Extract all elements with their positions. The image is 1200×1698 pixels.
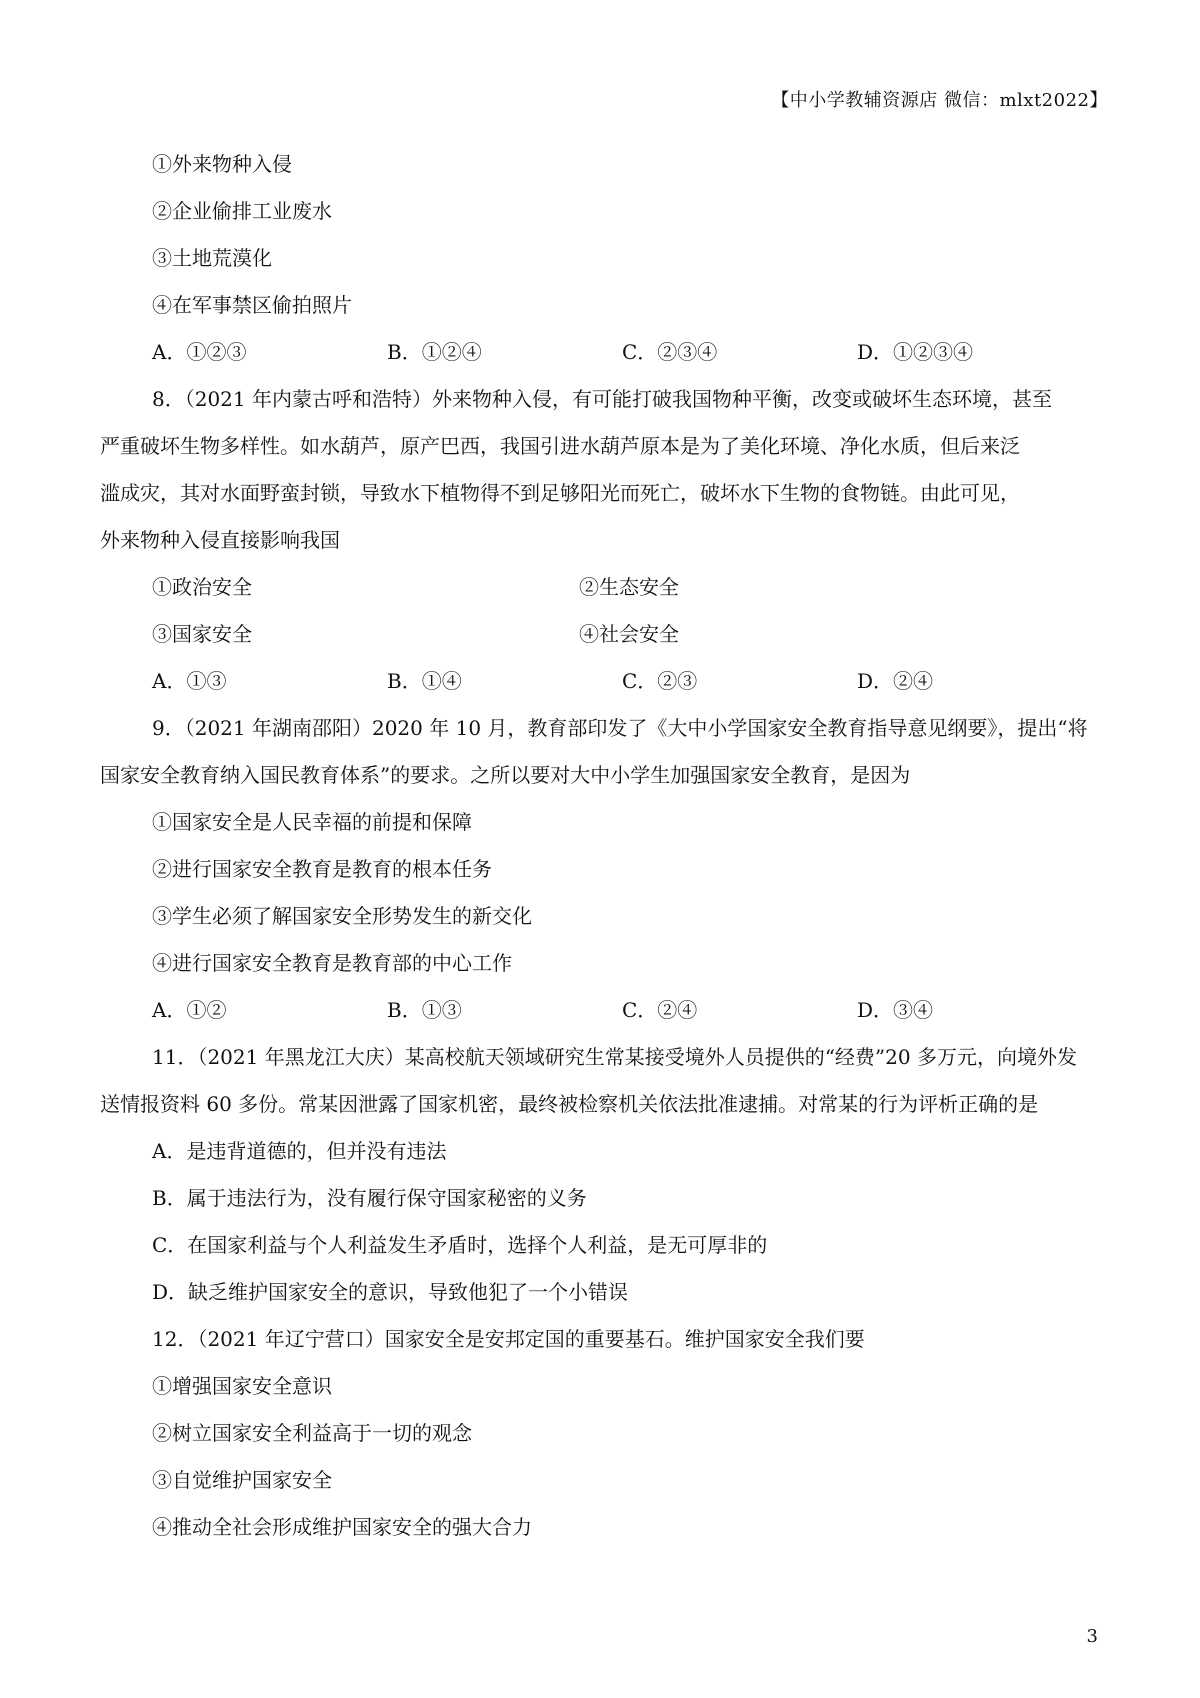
q8-option-d[interactable]: D．②④: [857, 669, 934, 693]
q11-stem: [100, 1043, 1100, 1118]
q9-option-b[interactable]: B．①③: [387, 998, 462, 1022]
q8-stem: [100, 385, 1100, 554]
q9-option-d[interactable]: D．③④: [857, 998, 934, 1022]
q12-item-3: ③自觉维护国家安全: [152, 1468, 332, 1492]
q8-stem-line-4: 外来物种入侵直接影响我国: [100, 528, 340, 552]
q7-option-b[interactable]: B．①②④: [387, 340, 482, 364]
q8-option-c[interactable]: C．②③: [622, 669, 698, 693]
q7-item-3: ③土地荒漠化: [152, 246, 272, 270]
q11-stem-line-2: 送情报资料 60 多份。常某因泄露了国家机密，最终被检察机关依法批准逮捕。对常某的行为评析正确的是: [100, 1092, 1039, 1116]
q12-item-4: ④推动全社会形成维护国家安全的强大合力: [152, 1515, 532, 1539]
q9-stem: [100, 714, 1100, 789]
q12-item-2: ②树立国家安全利益高于一切的观念: [152, 1421, 472, 1445]
q9-item-2: ②进行国家安全教育是教育的根本任务: [152, 857, 492, 881]
q8-stem-line-2: 严重破坏生物多样性。如水葫芦，原产巴西，我国引进水葫芦原本是为了美化环境、净化水质，但后来泛: [100, 434, 1020, 458]
q7-item-1: ①外来物种入侵: [152, 152, 292, 176]
q12-stem-line-1: 12．（2021 年辽宁营口）国家安全是安邦定国的重要基石。维护国家安全我们要: [152, 1327, 865, 1351]
q7-option-a[interactable]: A．①②③: [152, 340, 247, 364]
q8-option-b[interactable]: B．①④: [387, 669, 462, 693]
q9-item-4: ④进行国家安全教育是教育部的中心工作: [152, 951, 512, 975]
q8-item-1: ①政治安全: [152, 575, 252, 599]
q11-option-c[interactable]: C．在国家利益与个人利益发生矛盾时，选择个人利益，是无可厚非的: [152, 1233, 768, 1257]
q8-item-2: ②生态安全: [579, 575, 679, 599]
q9-options: [152, 996, 1100, 1024]
q11-option-a[interactable]: A．是违背道德的，但并没有违法: [152, 1139, 447, 1163]
page-content: [100, 150, 1100, 1560]
q8-items-row-2: [152, 620, 1100, 648]
q8-stem-line-1: 8．（2021 年内蒙古呼和浩特）外来物种入侵，有可能打破我国物种平衡，改变或破坏生态环境，甚至: [152, 387, 1052, 411]
q12-stem: [152, 1325, 1100, 1353]
page-number: 3: [1086, 1626, 1098, 1647]
q9-option-a[interactable]: A．①②: [152, 998, 227, 1022]
q8-options: [152, 667, 1100, 695]
q9-option-c[interactable]: C．②④: [622, 998, 698, 1022]
q7-item-2: ②企业偷排工业废水: [152, 199, 332, 223]
q7-option-c[interactable]: C．②③④: [622, 340, 718, 364]
q7-item-4: ④在军事禁区偷拍照片: [152, 293, 352, 317]
q8-option-a[interactable]: A．①③: [152, 669, 227, 693]
q11-stem-line-1: 11．（2021 年黑龙江大庆）某高校航天领域研究生常某接受境外人员提供的“经费”20 多万元，向境外发: [152, 1045, 1077, 1069]
q12-item-1: ①增强国家安全意识: [152, 1374, 332, 1398]
q11-option-b[interactable]: B．属于违法行为，没有履行保守国家秘密的义务: [152, 1186, 587, 1210]
q11-option-d[interactable]: D．缺乏维护国家安全的意识，导致他犯了一个小错误: [152, 1280, 629, 1304]
q8-items-row-1: [152, 573, 1100, 601]
q7-option-d[interactable]: D．①②③④: [857, 340, 974, 364]
q9-item-3: ③学生必须了解国家安全形势发生的新交化: [152, 904, 532, 928]
q7-options: [152, 338, 1100, 366]
q8-item-4: ④社会安全: [579, 622, 679, 646]
q8-stem-line-3: 滥成灾，其对水面野蛮封锁，导致水下植物得不到足够阳光而死亡，破坏水下生物的食物链。由此可见，: [100, 481, 1020, 505]
header-watermark: 【中小学教辅资源店 微信：mlxt2022】: [771, 90, 1108, 111]
q8-item-3: ③国家安全: [152, 622, 252, 646]
q9-stem-line-2: 国家安全教育纳入国民教育体系”的要求。之所以要对大中小学生加强国家安全教育，是因为: [100, 763, 911, 787]
q9-stem-line-1: 9．（2021 年湖南邵阳）2020 年 10 月，教育部印发了《大中小学国家安全教育指导意见纲要》，提出“将: [152, 716, 1088, 740]
q9-item-1: ①国家安全是人民幸福的前提和保障: [152, 810, 472, 834]
